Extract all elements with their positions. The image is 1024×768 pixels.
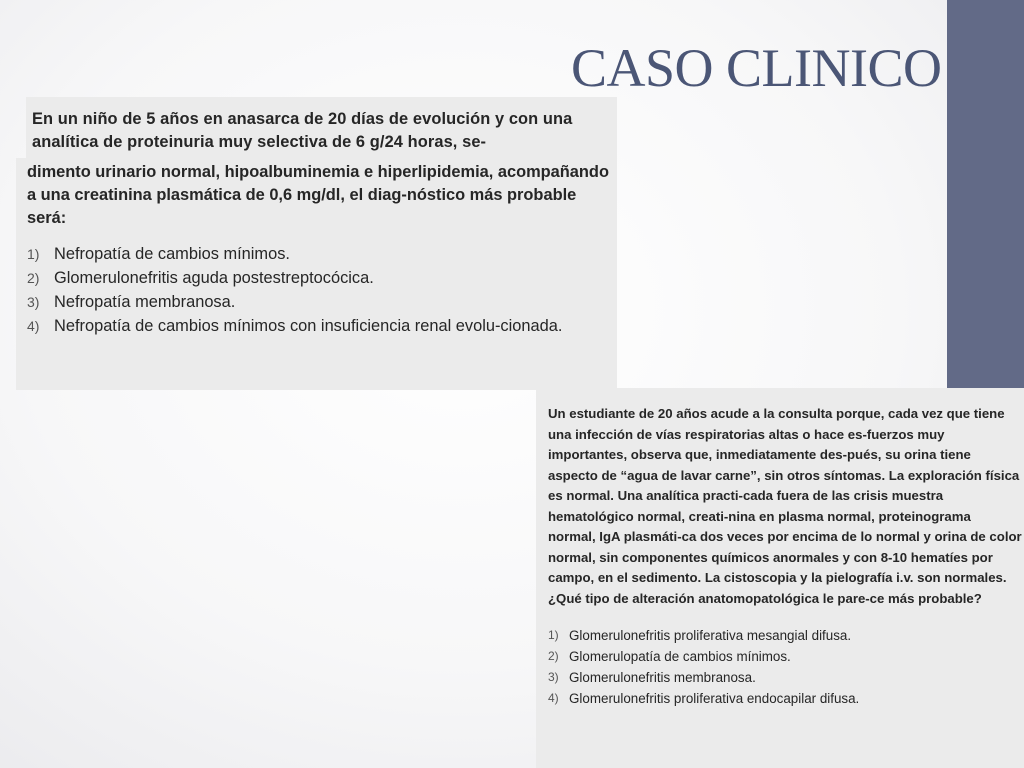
option-text: Nefropatía de cambios mínimos con insuficiencia renal evolu-cionada. [54,317,563,335]
case2-option-4 [548,688,1022,709]
option-number: 4) [548,691,559,705]
case1-option-4 [27,314,609,338]
case2-option-1 [548,625,1022,646]
option-number: 1) [27,246,40,262]
case1-stem-part2: dimento urinario normal, hipoalbuminemia e hiperlipidemia, acompañando a una creatinina plasmática de 0,6 mg/dl, el diag-nóstico más probable será: [27,163,609,227]
case1-stem-part1: En un niño de 5 años en anasarca de 20 días de evolución y con una analítica de proteinuria muy selectiva de 6 g/24 horas, se- [32,110,573,151]
option-number: 1) [548,628,559,642]
case2-scan [536,388,1024,768]
option-text: Glomerulonefritis membranosa. [569,670,756,685]
option-number: 2) [548,649,559,663]
case1-scan-body [16,158,617,390]
case1-option-2 [27,266,609,290]
case1-scan-top [26,97,617,159]
option-text: Nefropatía membranosa. [54,293,236,311]
option-text: Glomerulonefritis proliferativa endocapilar difusa. [569,691,860,706]
case1-option-1 [27,242,609,266]
case2-option-3 [548,667,1022,688]
option-text: Glomerulonefritis proliferativa mesangial difusa. [569,628,852,643]
option-text: Nefropatía de cambios mínimos. [54,245,290,263]
option-text: Glomerulonefritis aguda postestreptocócica. [54,269,374,287]
option-number: 2) [27,270,40,286]
option-number: 3) [548,670,559,684]
case1-options [27,242,609,338]
case2-options [548,625,1022,709]
slide-title: CASO CLINICO [571,38,942,98]
option-number: 3) [27,294,40,310]
case2-option-2 [548,646,1022,667]
case2-stem: Un estudiante de 20 años acude a la consulta porque, cada vez que tiene una infección de vías respiratorias altas o hace es-fuerzos muy importantes, observa que, inmediatamente des-pués, su orina tiene aspecto de “agua de lavar carne”, sin otros síntomas. La exploración física es normal. Una analítica practi-cada fuera de las crisis muestra hematológico normal, creati-nina en plasma normal, proteinograma normal, IgA plasmáti-ca dos veces por encima de lo normal y orina de color normal, sin componentes químicos anormales y con 8-10 hematíes por campo, en el sedimento. La cistoscopia y la pielografía i.v. son normales. ¿Qué tipo de alteración anatomopatológica le pare-ce más probable? [548,406,1022,606]
option-number: 4) [27,318,40,334]
option-text: Glomerulopatía de cambios mínimos. [569,649,791,664]
case1-option-3 [27,290,609,314]
